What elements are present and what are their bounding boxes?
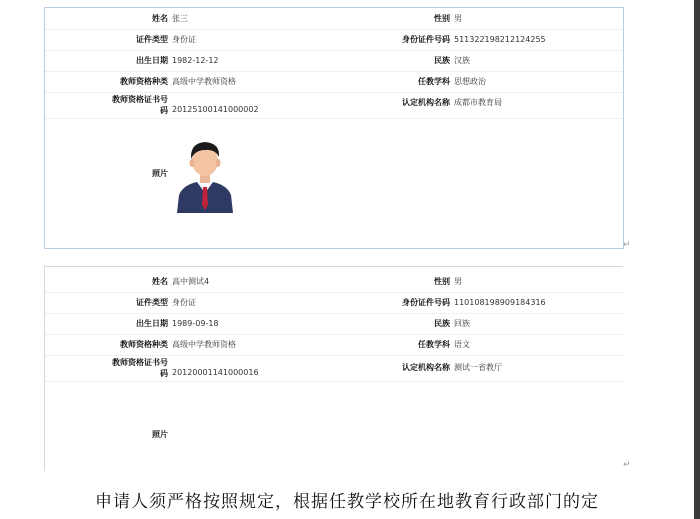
value-cert-number: 20125100141000002: [172, 105, 259, 114]
row-cert-number: [45, 92, 623, 119]
row-cert-number: [45, 355, 623, 382]
label-gender: 性别: [434, 14, 450, 23]
label-subject: 任教学科: [418, 77, 450, 86]
label-gender: 性别: [434, 277, 450, 286]
row-id-type: [45, 292, 623, 314]
value-birth-date: 1982-12-12: [172, 56, 219, 65]
row-id-type: [45, 29, 623, 51]
label-id-number: 身份证件号码: [402, 298, 450, 307]
row-cert-type: [45, 71, 623, 93]
row-name: [45, 271, 623, 293]
value-id-type: 身份证: [172, 35, 196, 44]
value-cert-type: 高级中学教师资格: [172, 77, 236, 86]
paragraph-mark: ↵: [623, 460, 631, 470]
value-id-type: 身份证: [172, 298, 196, 307]
value-ethnicity: 回族: [454, 319, 470, 328]
value-gender: 男: [454, 277, 462, 286]
label-cert-type: 教师资格种类: [120, 340, 168, 349]
label-id-type: 证件类型: [136, 35, 168, 44]
value-cert-type: 高级中学教师资格: [172, 340, 236, 349]
value-id-number: 511322198212124255: [454, 35, 546, 44]
value-cert-number: 20120001141000016: [172, 368, 259, 377]
row-birth-date: [45, 313, 623, 335]
paragraph-mark: ↵: [623, 240, 631, 250]
row-birth-date: [45, 50, 623, 72]
label-cert-number: 教师资格证书号 码: [112, 358, 168, 378]
label-birth-date: 出生日期: [136, 56, 168, 65]
label-name: 姓名: [152, 14, 168, 23]
label-subject: 任教学科: [418, 340, 450, 349]
label-name: 姓名: [152, 277, 168, 286]
label-photo: 照片: [152, 430, 168, 439]
value-subject: 语文: [454, 340, 470, 349]
label-ethnicity: 民族: [434, 319, 450, 328]
row-name: [45, 8, 623, 30]
value-birth-date: 1989-09-18: [172, 319, 219, 328]
male-avatar-icon: [175, 135, 235, 213]
value-name: 高中测试4: [172, 277, 210, 286]
label-cert-number: 教师资格证书号 码: [112, 95, 168, 115]
row-cert-type: [45, 334, 623, 356]
teacher-record-card-2: [44, 266, 623, 471]
value-issuing-authority: 成都市教育局: [454, 98, 502, 107]
label-photo: 照片: [152, 169, 168, 178]
label-id-type: 证件类型: [136, 298, 168, 307]
value-subject: 思想政治: [454, 77, 486, 86]
value-issuing-authority: 测试一省教厅: [454, 363, 502, 372]
window-edge: [694, 0, 700, 519]
value-gender: 男: [454, 14, 462, 23]
label-ethnicity: 民族: [434, 56, 450, 65]
label-id-number: 身份证件号码: [402, 35, 450, 44]
value-name: 张三: [172, 14, 188, 23]
teacher-record-card-1: [44, 7, 624, 249]
body-paragraph: 申请人须严格按照规定，根据任教学校所在地教育行政部门的定: [95, 492, 599, 512]
label-cert-type: 教师资格种类: [120, 77, 168, 86]
label-issuing-authority: 认定机构名称: [402, 98, 450, 107]
label-birth-date: 出生日期: [136, 319, 168, 328]
value-ethnicity: 汉族: [454, 56, 470, 65]
value-id-number: 110108198909184316: [454, 298, 546, 307]
label-issuing-authority: 认定机构名称: [402, 363, 450, 372]
